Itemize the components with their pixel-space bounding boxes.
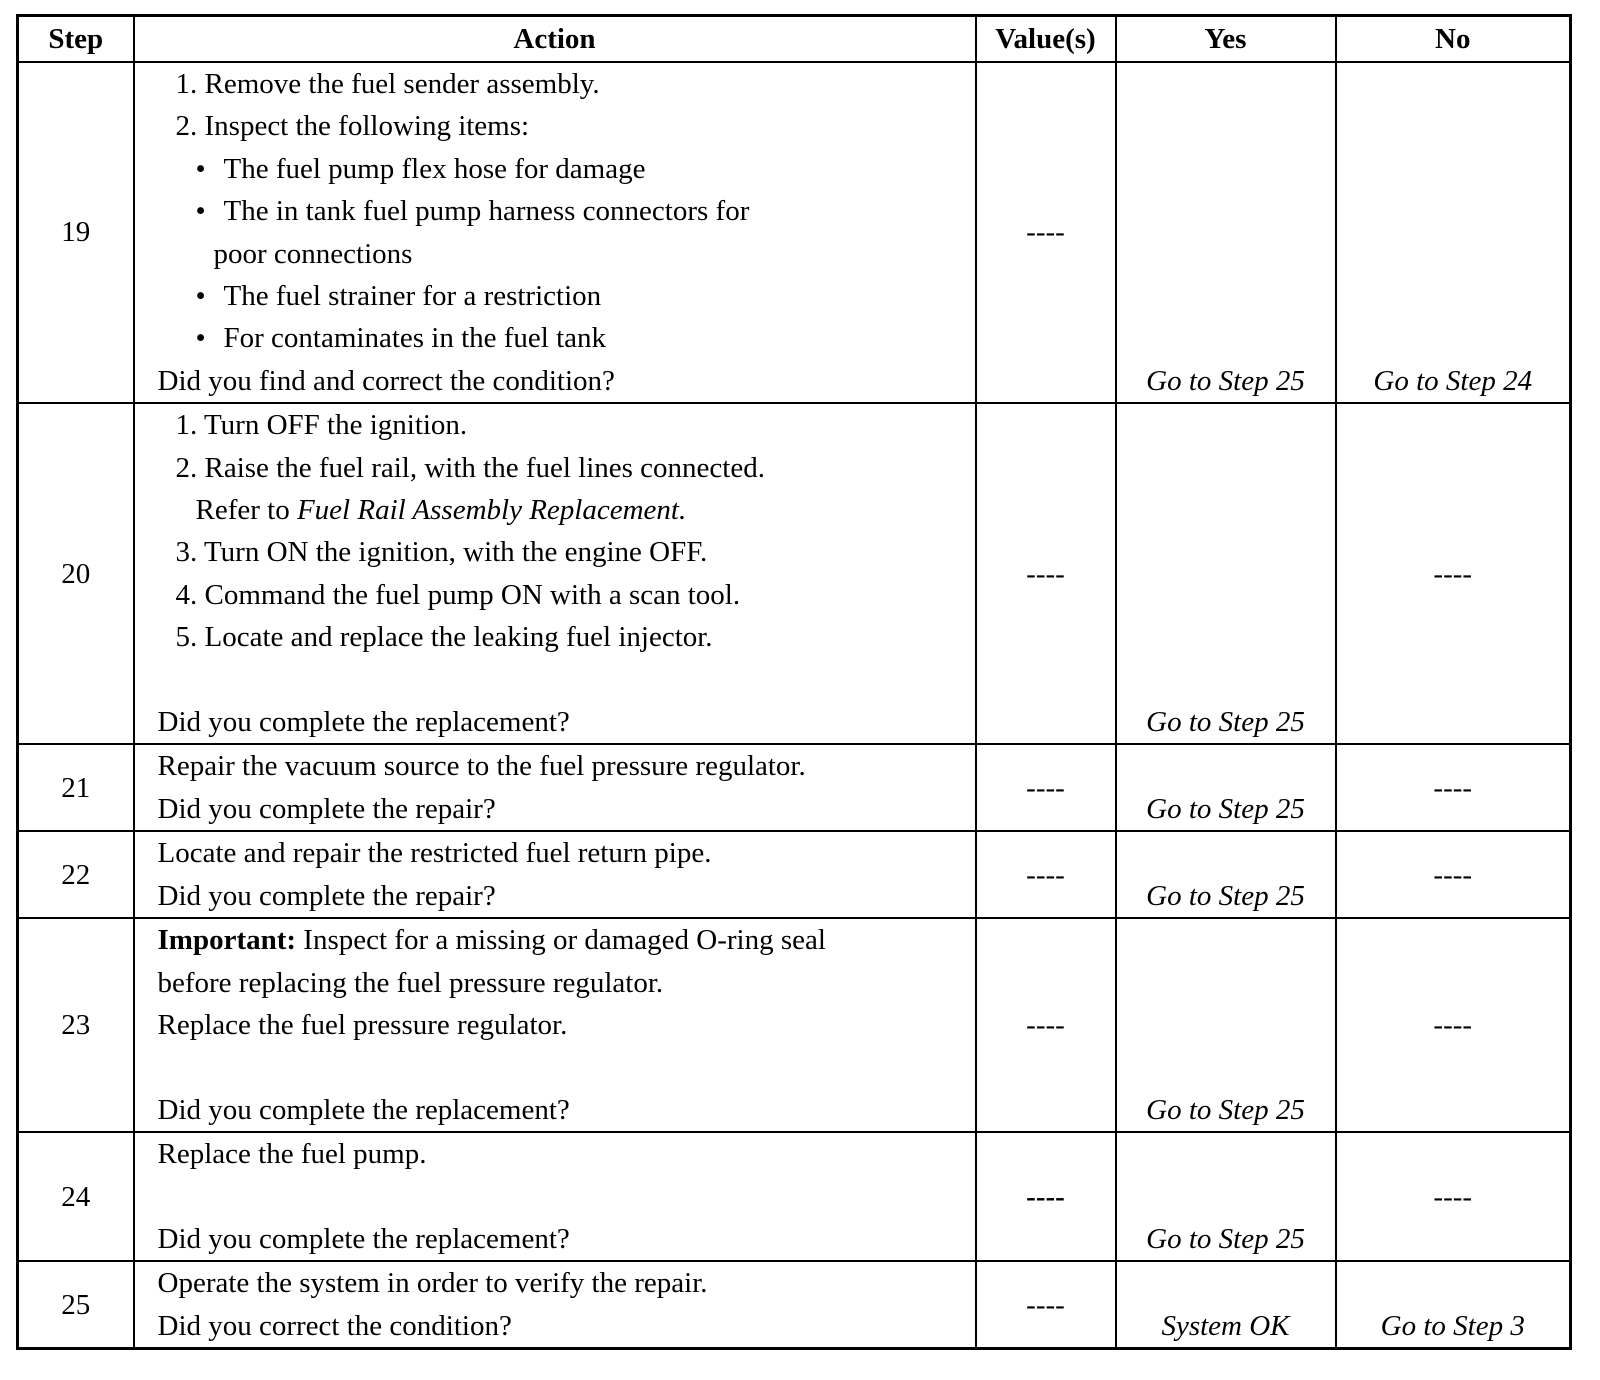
values-cell: ---- [976, 918, 1116, 1132]
step-number: 19 [18, 62, 134, 403]
action-line: 5. Locate and replace the leaking fuel injector. [175, 621, 713, 654]
action-line: 2. Inspect the following items: [175, 110, 530, 143]
bullet-continuation: poor connections [213, 237, 413, 270]
step-number: 22 [18, 831, 134, 918]
action-line: Replace the fuel pressure regulator. [157, 1008, 568, 1041]
action-cell [134, 1132, 976, 1261]
action-line: Operate the system in order to verify the repair. [157, 1267, 708, 1300]
action-line: Replace the fuel pump. [157, 1138, 427, 1171]
important-label: Important: [157, 924, 297, 957]
action-question: Did you correct the condition? [157, 1309, 512, 1342]
values-cell: ---- [976, 744, 1116, 831]
bullet-item: • The fuel strainer for a restriction [158, 275, 975, 317]
bullet-icon: • [195, 280, 206, 313]
header-step: Step [18, 16, 134, 63]
important-note: Important: Inspect for a missing or damaged O-ring seal [157, 924, 826, 957]
bullet-item: • The fuel pump flex hose for damage [158, 148, 975, 190]
no-cell: ---- [1336, 1132, 1571, 1261]
yes-link[interactable]: Go to Step 25 [1116, 744, 1336, 831]
action-question: Did you complete the replacement? [157, 1222, 570, 1255]
action-line: before replacing the fuel pressure regulator. [157, 966, 664, 999]
diagnostic-table-container [16, 14, 1569, 1350]
no-cell: ---- [1336, 403, 1571, 744]
header-action: Action [134, 16, 976, 63]
header-no: No [1336, 16, 1571, 63]
values-cell: ---- [976, 62, 1116, 403]
action-cell [134, 62, 976, 403]
no-cell: ---- [1336, 918, 1571, 1132]
values-cell: ---- [976, 1132, 1116, 1261]
action-cell [134, 831, 976, 918]
spacer [158, 1176, 975, 1218]
header-row [18, 16, 1571, 63]
table-row-step-20 [18, 403, 1571, 744]
action-line: Repair the vacuum source to the fuel pressure regulator. [157, 750, 806, 783]
bullet-item: • For contaminates in the fuel tank [158, 317, 975, 359]
yes-link[interactable]: Go to Step 25 [1116, 918, 1336, 1132]
no-link[interactable]: Go to Step 3 [1336, 1261, 1571, 1348]
step-number: 23 [18, 918, 134, 1132]
action-cell [134, 918, 976, 1132]
no-link[interactable]: Go to Step 24 [1336, 62, 1571, 403]
table-row-step-24 [18, 1132, 1571, 1261]
reference-line: Refer to Fuel Rail Assembly Replacement. [195, 494, 687, 527]
table-row-step-23 [18, 918, 1571, 1132]
header-values: Value(s) [976, 16, 1116, 63]
table-row-step-22 [18, 831, 1571, 918]
table-row-step-21 [18, 744, 1571, 831]
action-line: 4. Command the fuel pump ON with a scan tool. [175, 578, 741, 611]
values-cell: ---- [976, 403, 1116, 744]
action-question: Did you complete the repair? [157, 792, 496, 825]
yes-link[interactable]: Go to Step 25 [1116, 403, 1336, 744]
yes-link[interactable]: Go to Step 25 [1116, 831, 1336, 918]
bullet-icon: • [195, 195, 206, 228]
action-line: Locate and repair the restricted fuel return pipe. [157, 837, 712, 870]
system-ok-result: System OK [1116, 1261, 1336, 1348]
values-cell: ---- [976, 831, 1116, 918]
table-row-step-19 [18, 62, 1571, 403]
no-cell: ---- [1336, 831, 1571, 918]
yes-link[interactable]: Go to Step 25 [1116, 1132, 1336, 1261]
header-yes: Yes [1116, 16, 1336, 63]
bullet-icon: • [195, 322, 206, 355]
values-cell: ---- [976, 1261, 1116, 1348]
diagnostic-steps-table [16, 14, 1572, 1350]
action-line: 2. Raise the fuel rail, with the fuel lines connected. [175, 451, 765, 484]
yes-link[interactable]: Go to Step 25 [1116, 62, 1336, 403]
step-number: 21 [18, 744, 134, 831]
spacer [158, 1046, 975, 1088]
action-cell [134, 1261, 976, 1348]
bullet-item: • The in tank fuel pump harness connectors for [158, 190, 975, 232]
reference-link[interactable]: Fuel Rail Assembly Replacement. [296, 494, 687, 527]
action-line: 1. Remove the fuel sender assembly. [175, 68, 600, 100]
table-row-step-25 [18, 1261, 1571, 1348]
action-line: 3. Turn ON the ignition, with the engine OFF. [175, 536, 708, 569]
action-question: Did you find and correct the condition? [157, 364, 615, 397]
step-number: 20 [18, 403, 134, 744]
action-question: Did you complete the replacement? [157, 706, 570, 739]
action-line: 1. Turn OFF the ignition. [175, 409, 468, 442]
action-question: Did you complete the repair? [157, 879, 496, 912]
no-cell: ---- [1336, 744, 1571, 831]
bullet-icon: • [195, 152, 206, 185]
spacer [158, 659, 975, 701]
action-cell [134, 744, 976, 831]
step-number: 24 [18, 1132, 134, 1261]
action-question: Did you complete the replacement? [157, 1093, 570, 1126]
action-cell [134, 403, 976, 744]
step-number: 25 [18, 1261, 134, 1348]
